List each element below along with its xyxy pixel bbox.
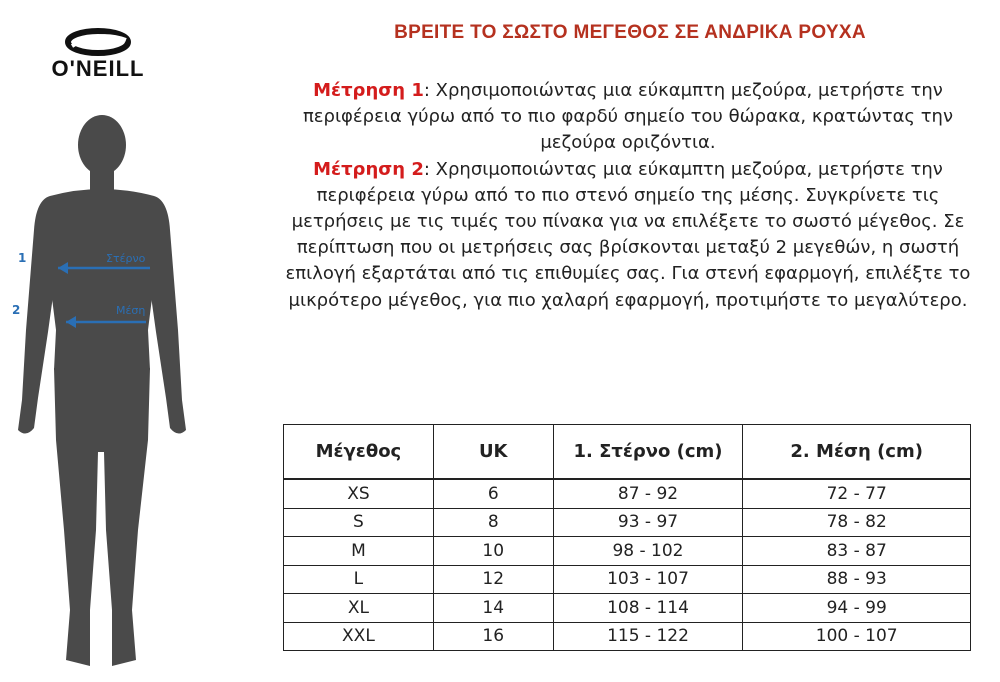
cell-uk: 8 — [433, 508, 553, 537]
cell-waist: 72 - 77 — [743, 479, 971, 508]
measurement-1-label: Μέτρηση 1 — [313, 80, 424, 101]
cell-waist: 78 - 82 — [743, 508, 971, 537]
measurement-2-paragraph — [268, 157, 988, 314]
marker-2-label: Μέση — [116, 304, 146, 317]
cell-size: XL — [284, 594, 434, 623]
header-waist: 2. Μέση (cm) — [743, 425, 971, 480]
cell-waist: 88 - 93 — [743, 565, 971, 594]
measurement-1-paragraph — [268, 78, 988, 157]
cell-uk: 16 — [433, 622, 553, 651]
header-size: Μέγεθος — [284, 425, 434, 480]
measurement-2-text: : Χρησιμοποιώντας μια εύκαμπτη μεζούρα, μετρήστε την περιφέρεια γύρω από το πιο στενό σημείο της μέσης. Συγκρίνετε τις μετρήσεις με τις τιμές του πίνακα για να επιλέξετε το σωστό μέγεθος. Σε περίπτωση που οι μετρήσεις σας βρίσκονται μεταξύ 2 μεγεθών, η σωστή επιλογή εξαρτάται από τις επιθυμίες σας. Για στενή εφαρμογή, επιλέξτε το μικρότερο μέγεθος, για πιο χαλαρή εφαρμογή, προτιμήστε το μεγαλύτερο. — [285, 158, 971, 311]
measurement-1-text: : Χρησιμοποιώντας μια εύκαμπτη μεζούρα, μετρήστε την περιφέρεια γύρω από το πιο φαρδύ σημείο του θώρακα, κρατώντας την μεζούρα οριζόντια. — [302, 80, 954, 154]
table-row — [284, 594, 971, 623]
cell-chest: 87 - 92 — [553, 479, 743, 508]
silhouette-icon — [18, 115, 186, 666]
cell-uk: 14 — [433, 594, 553, 623]
wave-logo-icon — [28, 26, 168, 58]
brand-name: O'NEILL — [51, 56, 145, 81]
size-table — [283, 424, 971, 651]
cell-size: L — [284, 565, 434, 594]
table-row — [284, 508, 971, 537]
table-row — [284, 622, 971, 651]
cell-uk: 12 — [433, 565, 553, 594]
cell-size: XXL — [284, 622, 434, 651]
cell-waist: 94 - 99 — [743, 594, 971, 623]
table-header-row — [284, 425, 971, 480]
body-silhouette — [0, 100, 200, 682]
header-chest: 1. Στέρνο (cm) — [553, 425, 743, 480]
cell-uk: 6 — [433, 479, 553, 508]
cell-uk: 10 — [433, 537, 553, 566]
cell-waist: 100 - 107 — [743, 622, 971, 651]
cell-size: M — [284, 537, 434, 566]
table-row — [284, 565, 971, 594]
marker-2-number: 2 — [12, 303, 21, 317]
cell-chest: 108 - 114 — [553, 594, 743, 623]
cell-chest: 115 - 122 — [553, 622, 743, 651]
marker-1-number: 1 — [18, 251, 27, 265]
oneill-logo — [28, 26, 168, 86]
instructions — [268, 78, 988, 314]
cell-waist: 83 - 87 — [743, 537, 971, 566]
table-row — [284, 537, 971, 566]
cell-chest: 103 - 107 — [553, 565, 743, 594]
cell-chest: 93 - 97 — [553, 508, 743, 537]
marker-1-label: Στέρνο — [106, 252, 146, 265]
measurement-2-label: Μέτρηση 2 — [313, 158, 424, 180]
cell-size: S — [284, 508, 434, 537]
header-uk: UK — [433, 425, 553, 480]
table-row — [284, 479, 971, 508]
page-title: ΒΡΕΙΤΕ ΤΟ ΣΩΣΤΟ ΜΕΓΕΘΟΣ ΣΕ ΑΝΔΡΙΚΑ ΡΟΥΧΑ — [394, 22, 866, 43]
cell-chest: 98 - 102 — [553, 537, 743, 566]
cell-size: XS — [284, 479, 434, 508]
